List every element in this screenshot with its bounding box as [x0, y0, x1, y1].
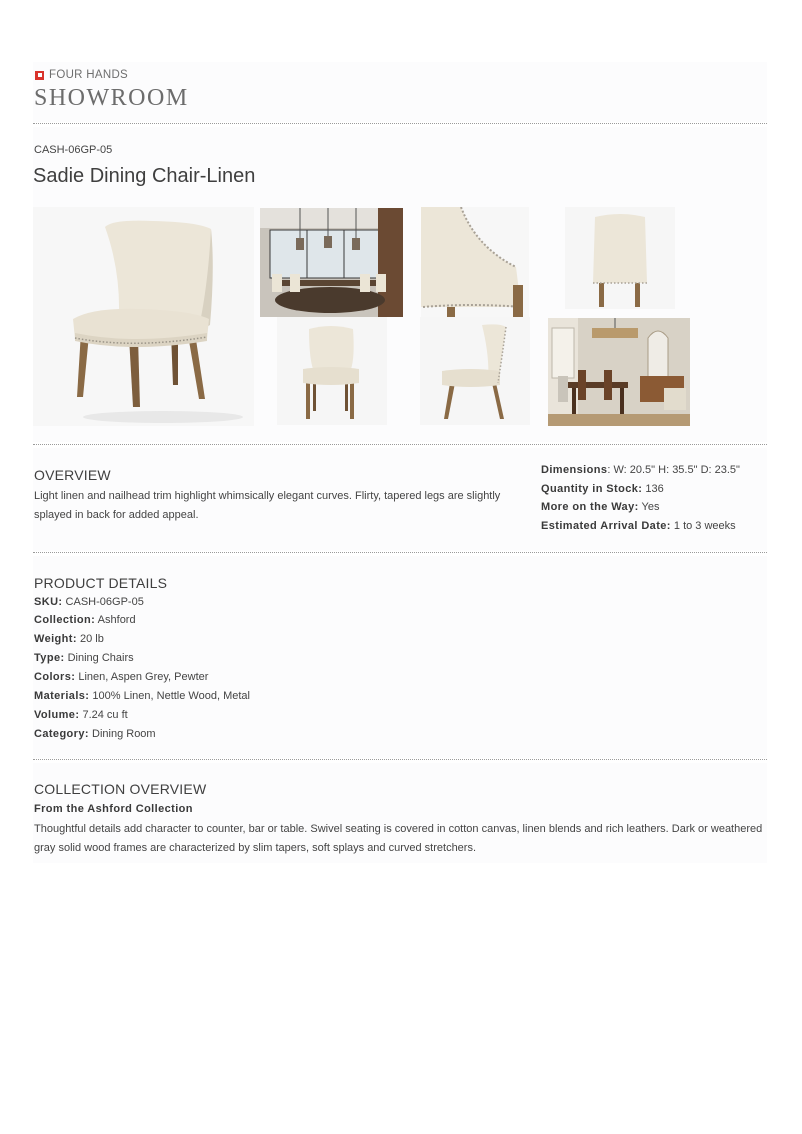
- divider: [33, 123, 767, 124]
- collection-subheading-text: From the Ashford Collection: [34, 803, 193, 815]
- divider: [33, 552, 767, 553]
- more-on-way-label: More on the Way:: [541, 501, 639, 513]
- detail-label: Volume:: [34, 709, 80, 721]
- chair-back-detail-photo: [421, 207, 529, 317]
- detail-value: Linen, Aspen Grey, Pewter: [75, 671, 209, 683]
- chair-front-angle-photo: [33, 207, 254, 426]
- detail-value: Ashford: [95, 614, 136, 626]
- arrival-label: Estimated Arrival Date:: [541, 520, 671, 532]
- collection-text-line: gray solid wood frames are characterized by slim tapers, soft splays and curved stretchers.: [34, 842, 477, 854]
- detail-label: Type:: [34, 652, 65, 664]
- detail-label: Category:: [34, 728, 89, 740]
- dimensions-row: [541, 464, 740, 476]
- divider: [33, 759, 767, 760]
- details-heading: PRODUCT DETAILS: [34, 575, 168, 591]
- collection-text-line: Thoughtful details add character to counter, bar or table. Swivel seating is covered in cotton canvas, linen blends and rich leathers. Dark or weathered: [34, 823, 763, 835]
- overview-heading: OVERVIEW: [34, 467, 111, 483]
- quantity-value: 136: [642, 483, 664, 495]
- collection-heading: COLLECTION OVERVIEW: [34, 781, 207, 797]
- detail-value: 7.24 cu ft: [79, 709, 128, 721]
- brand-square-icon: [35, 71, 44, 80]
- detail-row: [34, 690, 250, 702]
- chair-back-view-photo: [565, 207, 675, 309]
- more-on-way-row: [541, 501, 659, 513]
- dining-room-lifestyle-photo: [548, 318, 690, 426]
- detail-value: CASH-06GP-05: [62, 596, 144, 608]
- detail-label: Materials:: [34, 690, 90, 702]
- detail-value: Dining Room: [88, 728, 156, 740]
- arrival-value: 1 to 3 weeks: [670, 520, 736, 532]
- dimensions-label: Dimensions: [541, 464, 608, 476]
- product-sku: CASH-06GP-05: [34, 144, 113, 156]
- collection-subheading: [34, 803, 193, 815]
- collection-text: [34, 820, 768, 858]
- detail-value: 20 lb: [76, 633, 104, 645]
- detail-label: Colors:: [34, 671, 76, 683]
- brand-name: FOUR HANDS: [49, 69, 129, 81]
- detail-value: Dining Chairs: [64, 652, 134, 664]
- overview-text-line: Light linen and nailhead trim highlight whimsically elegant curves. Flirty, tapered legs are slightly: [34, 490, 501, 502]
- detail-label: Collection:: [34, 614, 96, 626]
- overview-text: [34, 487, 514, 525]
- overview-text-line: splayed in back for added appeal.: [34, 509, 199, 521]
- dining-room-scene-photo: [260, 208, 403, 317]
- chair-front-view-photo: [277, 317, 387, 425]
- quantity-label: Quantity in Stock:: [541, 483, 643, 495]
- product-title: Sadie Dining Chair-Linen: [33, 165, 256, 187]
- detail-row: [34, 709, 128, 721]
- detail-label: Weight:: [34, 633, 77, 645]
- more-on-way-value: Yes: [638, 501, 660, 513]
- arrival-row: [541, 520, 736, 532]
- detail-row: [34, 652, 134, 664]
- divider: [33, 444, 767, 445]
- detail-value: 100% Linen, Nettle Wood, Metal: [89, 690, 250, 702]
- detail-label: SKU:: [34, 596, 63, 608]
- detail-row: [34, 671, 208, 683]
- detail-row: [34, 614, 136, 626]
- dimensions-value: : W: 20.5" H: 35.5" D: 23.5": [607, 464, 740, 476]
- detail-row: [34, 596, 144, 608]
- showroom-title: SHOWROOM: [34, 85, 189, 111]
- brand-logo: [35, 69, 128, 81]
- detail-row: [34, 728, 156, 740]
- detail-row: [34, 633, 104, 645]
- chair-side-view-photo: [420, 317, 530, 425]
- quantity-row: [541, 483, 664, 495]
